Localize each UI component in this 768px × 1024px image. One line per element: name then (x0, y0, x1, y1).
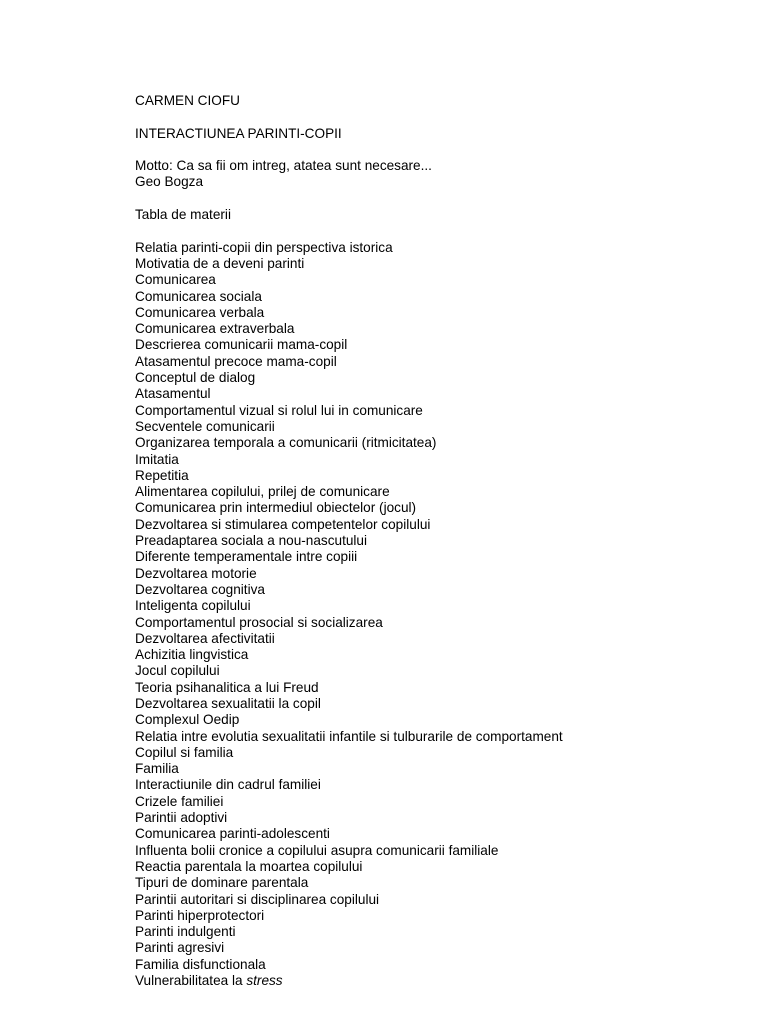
toc-item: Conceptul de dialog (135, 370, 256, 386)
toc-item: Comunicarea sociala (135, 288, 262, 304)
toc-item: Atasamentul precoce mama-copil (135, 353, 337, 369)
toc-item: Influenta bolii cronice a copilului asupra comunicarii familiale (135, 842, 499, 858)
toc-item: Comunicarea extraverbala (135, 321, 295, 337)
toc-item: Dezvoltarea motorie (135, 565, 257, 581)
toc-item: Repetitia (135, 467, 189, 483)
document-page (135, 93, 735, 989)
toc-item: Comunicarea parinti-adolescenti (135, 826, 330, 842)
toc-item (135, 973, 735, 989)
toc-item-text: Vulnerabilitatea la (135, 973, 247, 989)
toc-item: Parinti hiperprotectori (135, 907, 265, 923)
spacer (135, 142, 735, 158)
toc-item: Interactiunile din cadrul familiei (135, 777, 321, 793)
toc-item: Diferente temperamentale intre copiii (135, 549, 358, 565)
toc-item: Dezvoltarea si stimularea competentelor copilului (135, 516, 431, 532)
toc-item: Comunicarea prin intermediul obiectelor (jocul) (135, 500, 417, 516)
toc-item-emphasis: stress (246, 973, 283, 989)
toc-item: Motivatia de a deveni parinti (135, 255, 305, 271)
toc-item: Familia (135, 761, 179, 777)
toc-item: Familia disfunctionala (135, 956, 266, 972)
toc-item: Achizitia lingvistica (135, 647, 249, 663)
toc-item: Comunicarea verbala (135, 304, 265, 320)
table-of-contents (135, 240, 735, 973)
motto-text: Motto: Ca sa fii om intreg, atatea sunt necesare... (135, 158, 432, 174)
toc-item: Parintii adoptivi (135, 810, 228, 826)
toc-item: Secventele comunicarii (135, 418, 275, 434)
spacer (135, 109, 735, 125)
toc-item: Alimentarea copilului, prilej de comunicare (135, 484, 390, 500)
document-title: INTERACTIUNEA PARINTI-COPII (135, 125, 342, 141)
toc-item: Reactia parentala la moartea copilului (135, 858, 363, 874)
toc-item: Preadaptarea sociala a nou-nascutului (135, 533, 368, 549)
toc-item: Comportamentul vizual si rolul lui in comunicare (135, 402, 423, 418)
toc-item: Organizarea temporala a comunicarii (ritmicitatea) (135, 435, 437, 451)
toc-item: Dezvoltarea cognitiva (135, 581, 265, 597)
toc-item: Comportamentul prosocial si socializarea (135, 614, 383, 630)
toc-item: Comunicarea (135, 272, 216, 288)
toc-item: Relatia parinti-copii din perspectiva istorica (135, 239, 393, 255)
toc-item: Jocul copilului (135, 663, 220, 679)
toc-item: Imitatia (135, 451, 179, 467)
toc-item: Parintii autoritari si disciplinarea copilului (135, 891, 380, 907)
motto-attribution: Geo Bogza (135, 174, 204, 190)
spacer (135, 191, 735, 207)
toc-item: Parinti indulgenti (135, 924, 236, 940)
toc-item: Relatia intre evolutia sexualitatii infantile si tulburarile de comportament (135, 728, 563, 744)
toc-item: Copilul si familia (135, 744, 234, 760)
toc-item: Complexul Oedip (135, 712, 240, 728)
toc-item: Dezvoltarea afectivitatii (135, 630, 275, 646)
toc-item: Dezvoltarea sexualitatii la copil (135, 695, 321, 711)
spacer (135, 223, 735, 239)
toc-item: Descrierea comunicarii mama-copil (135, 337, 348, 353)
toc-item: Tipuri de dominare parentala (135, 875, 309, 891)
toc-item: Inteligenta copilului (135, 598, 251, 614)
toc-item: Crizele familiei (135, 793, 224, 809)
author-name: CARMEN CIOFU (135, 93, 240, 108)
toc-item: Atasamentul (135, 386, 211, 402)
toc-item: Teoria psihanalitica a lui Freud (135, 679, 319, 695)
toc-heading: Tabla de materii (135, 207, 231, 223)
toc-item: Parinti agresivi (135, 940, 225, 956)
